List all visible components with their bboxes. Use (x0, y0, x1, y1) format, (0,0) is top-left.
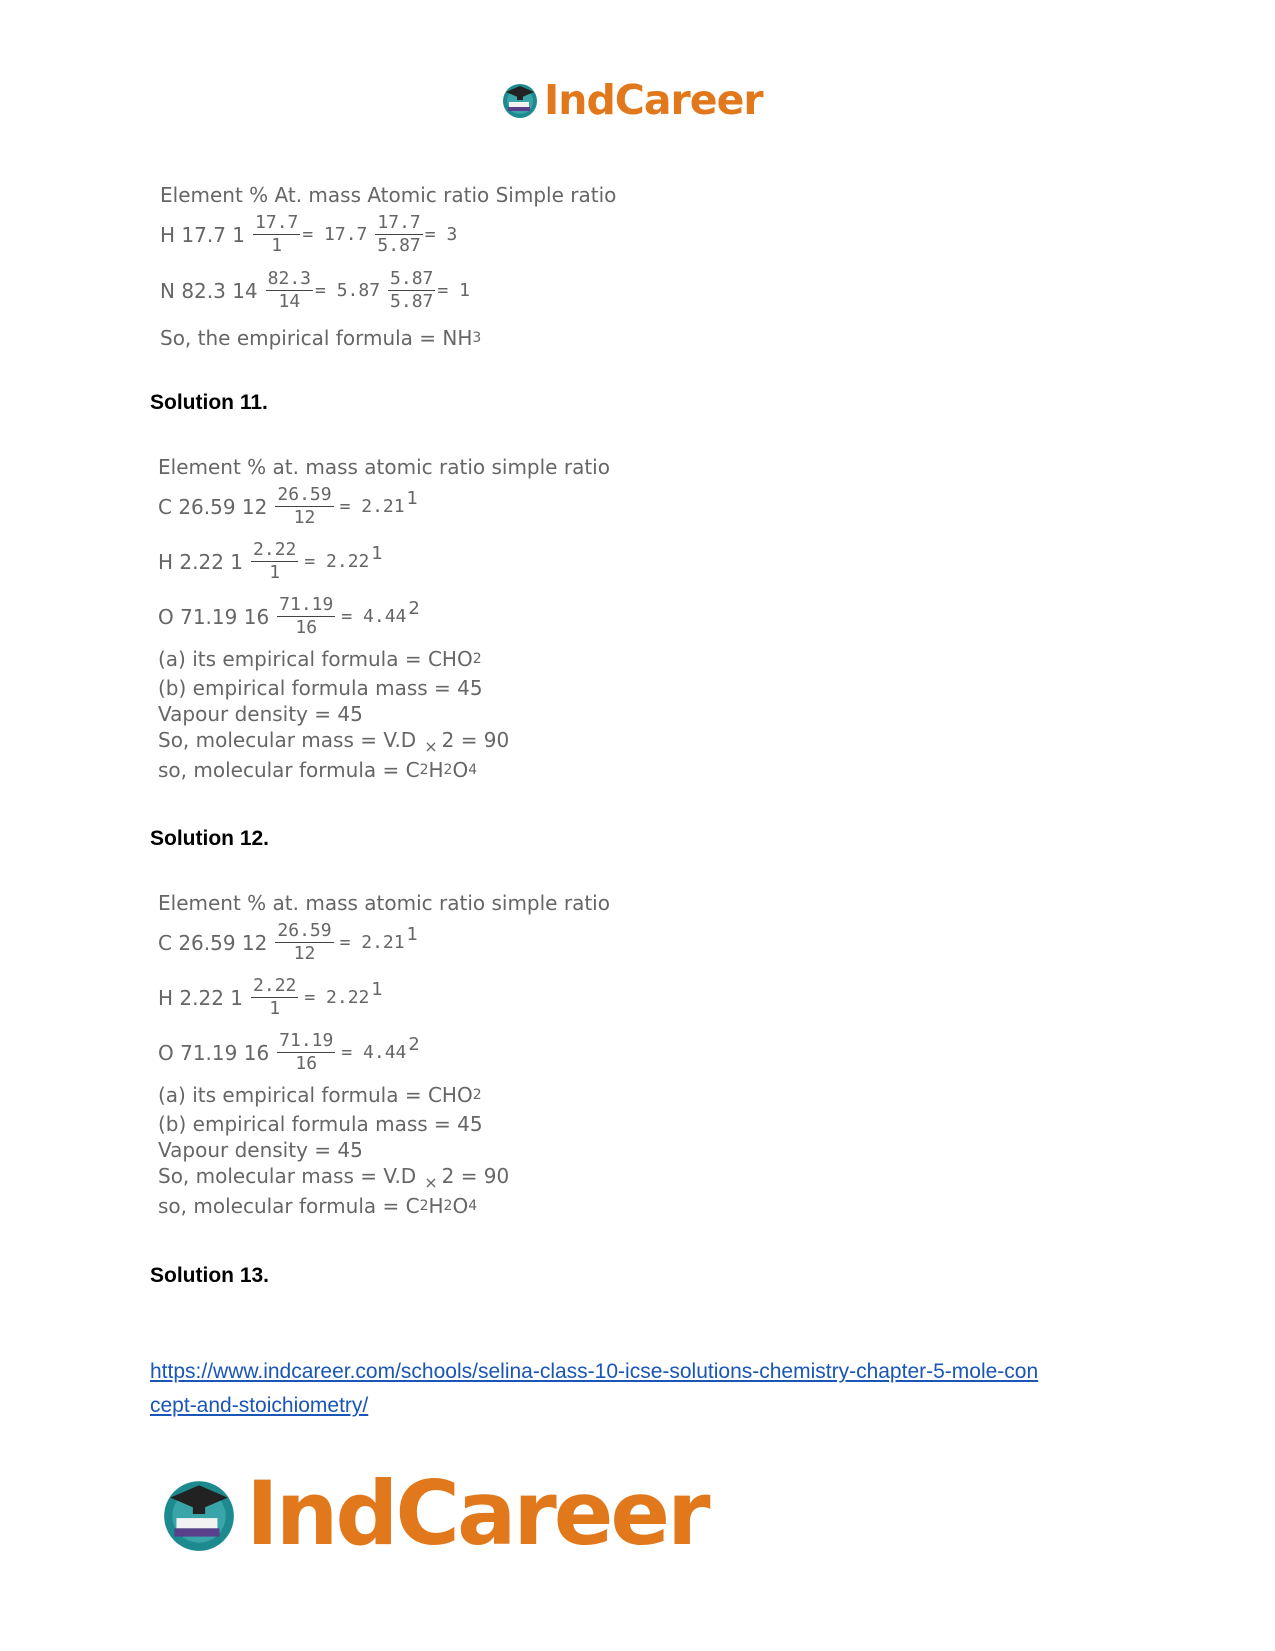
solution-11-heading: Solution 11. (150, 391, 268, 414)
row-carbon: C 26.59 12 $\frac{26.59}{12}$ = 2.21 1 (158, 484, 419, 528)
molecular-formula-line: so, molecular formula = C 2 H 2 O 4 (158, 1194, 478, 1218)
row-oxygen: O 71.19 16 $\frac{71.19}{16}$ = 4.44 2 (158, 1030, 420, 1074)
row-nitrogen: N 82.3 14 $\frac{82.3}{14}$ = 5.87 $\frac{5.87}{5.87}$ = 1 (160, 268, 470, 312)
vapour-density-line: Vapour density = 45 (158, 702, 363, 726)
logo-wordmark: IndCareer (544, 76, 763, 124)
footer-logo (158, 1462, 708, 1565)
fraction: $\frac{5.87}{5.87}$ (390, 268, 434, 312)
fraction: $\frac{26.59}{12}$ (277, 920, 332, 964)
molecular-mass-line: So, molecular mass = V.D × 2 = 90 (158, 728, 510, 756)
solution-13-heading: Solution 13. (150, 1264, 270, 1287)
vapour-density-line: Vapour density = 45 (158, 1138, 363, 1162)
fraction: $\frac{17.7}{1}$ (255, 212, 299, 256)
source-link[interactable]: https://www.indcareer.com/schools/selina-class-10-icse-solutions-chemistry-chapter-5-mole-con cept-and-stoichiometry/ (150, 1360, 1039, 1417)
row-hydrogen: H 17.7 1 $\frac{17.7}{1}$ = 17.7 $\frac{17.7}{5.87}$ = 3 (160, 212, 458, 256)
formula-mass-line: (b) empirical formula mass = 45 (158, 1112, 483, 1136)
fraction: $\frac{26.59}{12}$ (277, 484, 332, 528)
conclusion-line: So, the empirical formula = NH 3 (160, 326, 482, 350)
formula-mass-line: (b) empirical formula mass = 45 (158, 676, 483, 700)
table-header: Element % at. mass atomic ratio simple ratio (158, 891, 610, 915)
empirical-formula-line: (a) its empirical formula = CHO 2 (158, 1083, 482, 1107)
molecular-mass-line: So, molecular mass = V.D × 2 = 90 (158, 1164, 510, 1192)
fraction: $\frac{2.22}{1}$ (253, 975, 297, 1019)
fraction: $\frac{71.19}{16}$ (279, 594, 334, 638)
header-logo (500, 76, 763, 124)
fraction: $\frac{2.22}{1}$ (253, 539, 297, 583)
logo-emblem-icon (158, 1473, 240, 1555)
fraction: $\frac{17.7}{5.87}$ (377, 212, 421, 256)
fraction: $\frac{71.19}{16}$ (279, 1030, 334, 1074)
logo-emblem-icon (500, 80, 540, 120)
molecular-formula-line: so, molecular formula = C 2 H 2 O 4 (158, 758, 478, 782)
logo-wordmark: IndCareer (246, 1462, 708, 1565)
empirical-formula-line: (a) its empirical formula = CHO 2 (158, 647, 482, 671)
row-hydrogen: H 2.22 1 $\frac{2.22}{1}$ = 2.22 1 (158, 539, 383, 583)
table-header: Element % at. mass atomic ratio simple ratio (158, 455, 610, 479)
solution-12-heading: Solution 12. (150, 827, 270, 850)
table-header: Element % At. mass Atomic ratio Simple ratio (160, 183, 617, 207)
fraction: $\frac{82.3}{14}$ (267, 268, 312, 312)
row-carbon: C 26.59 12 $\frac{26.59}{12}$ = 2.21 1 (158, 920, 419, 964)
row-hydrogen: H 2.22 1 $\frac{2.22}{1}$ = 2.22 1 (158, 975, 383, 1019)
row-oxygen: O 71.19 16 $\frac{71.19}{16}$ = 4.44 2 (158, 594, 420, 638)
